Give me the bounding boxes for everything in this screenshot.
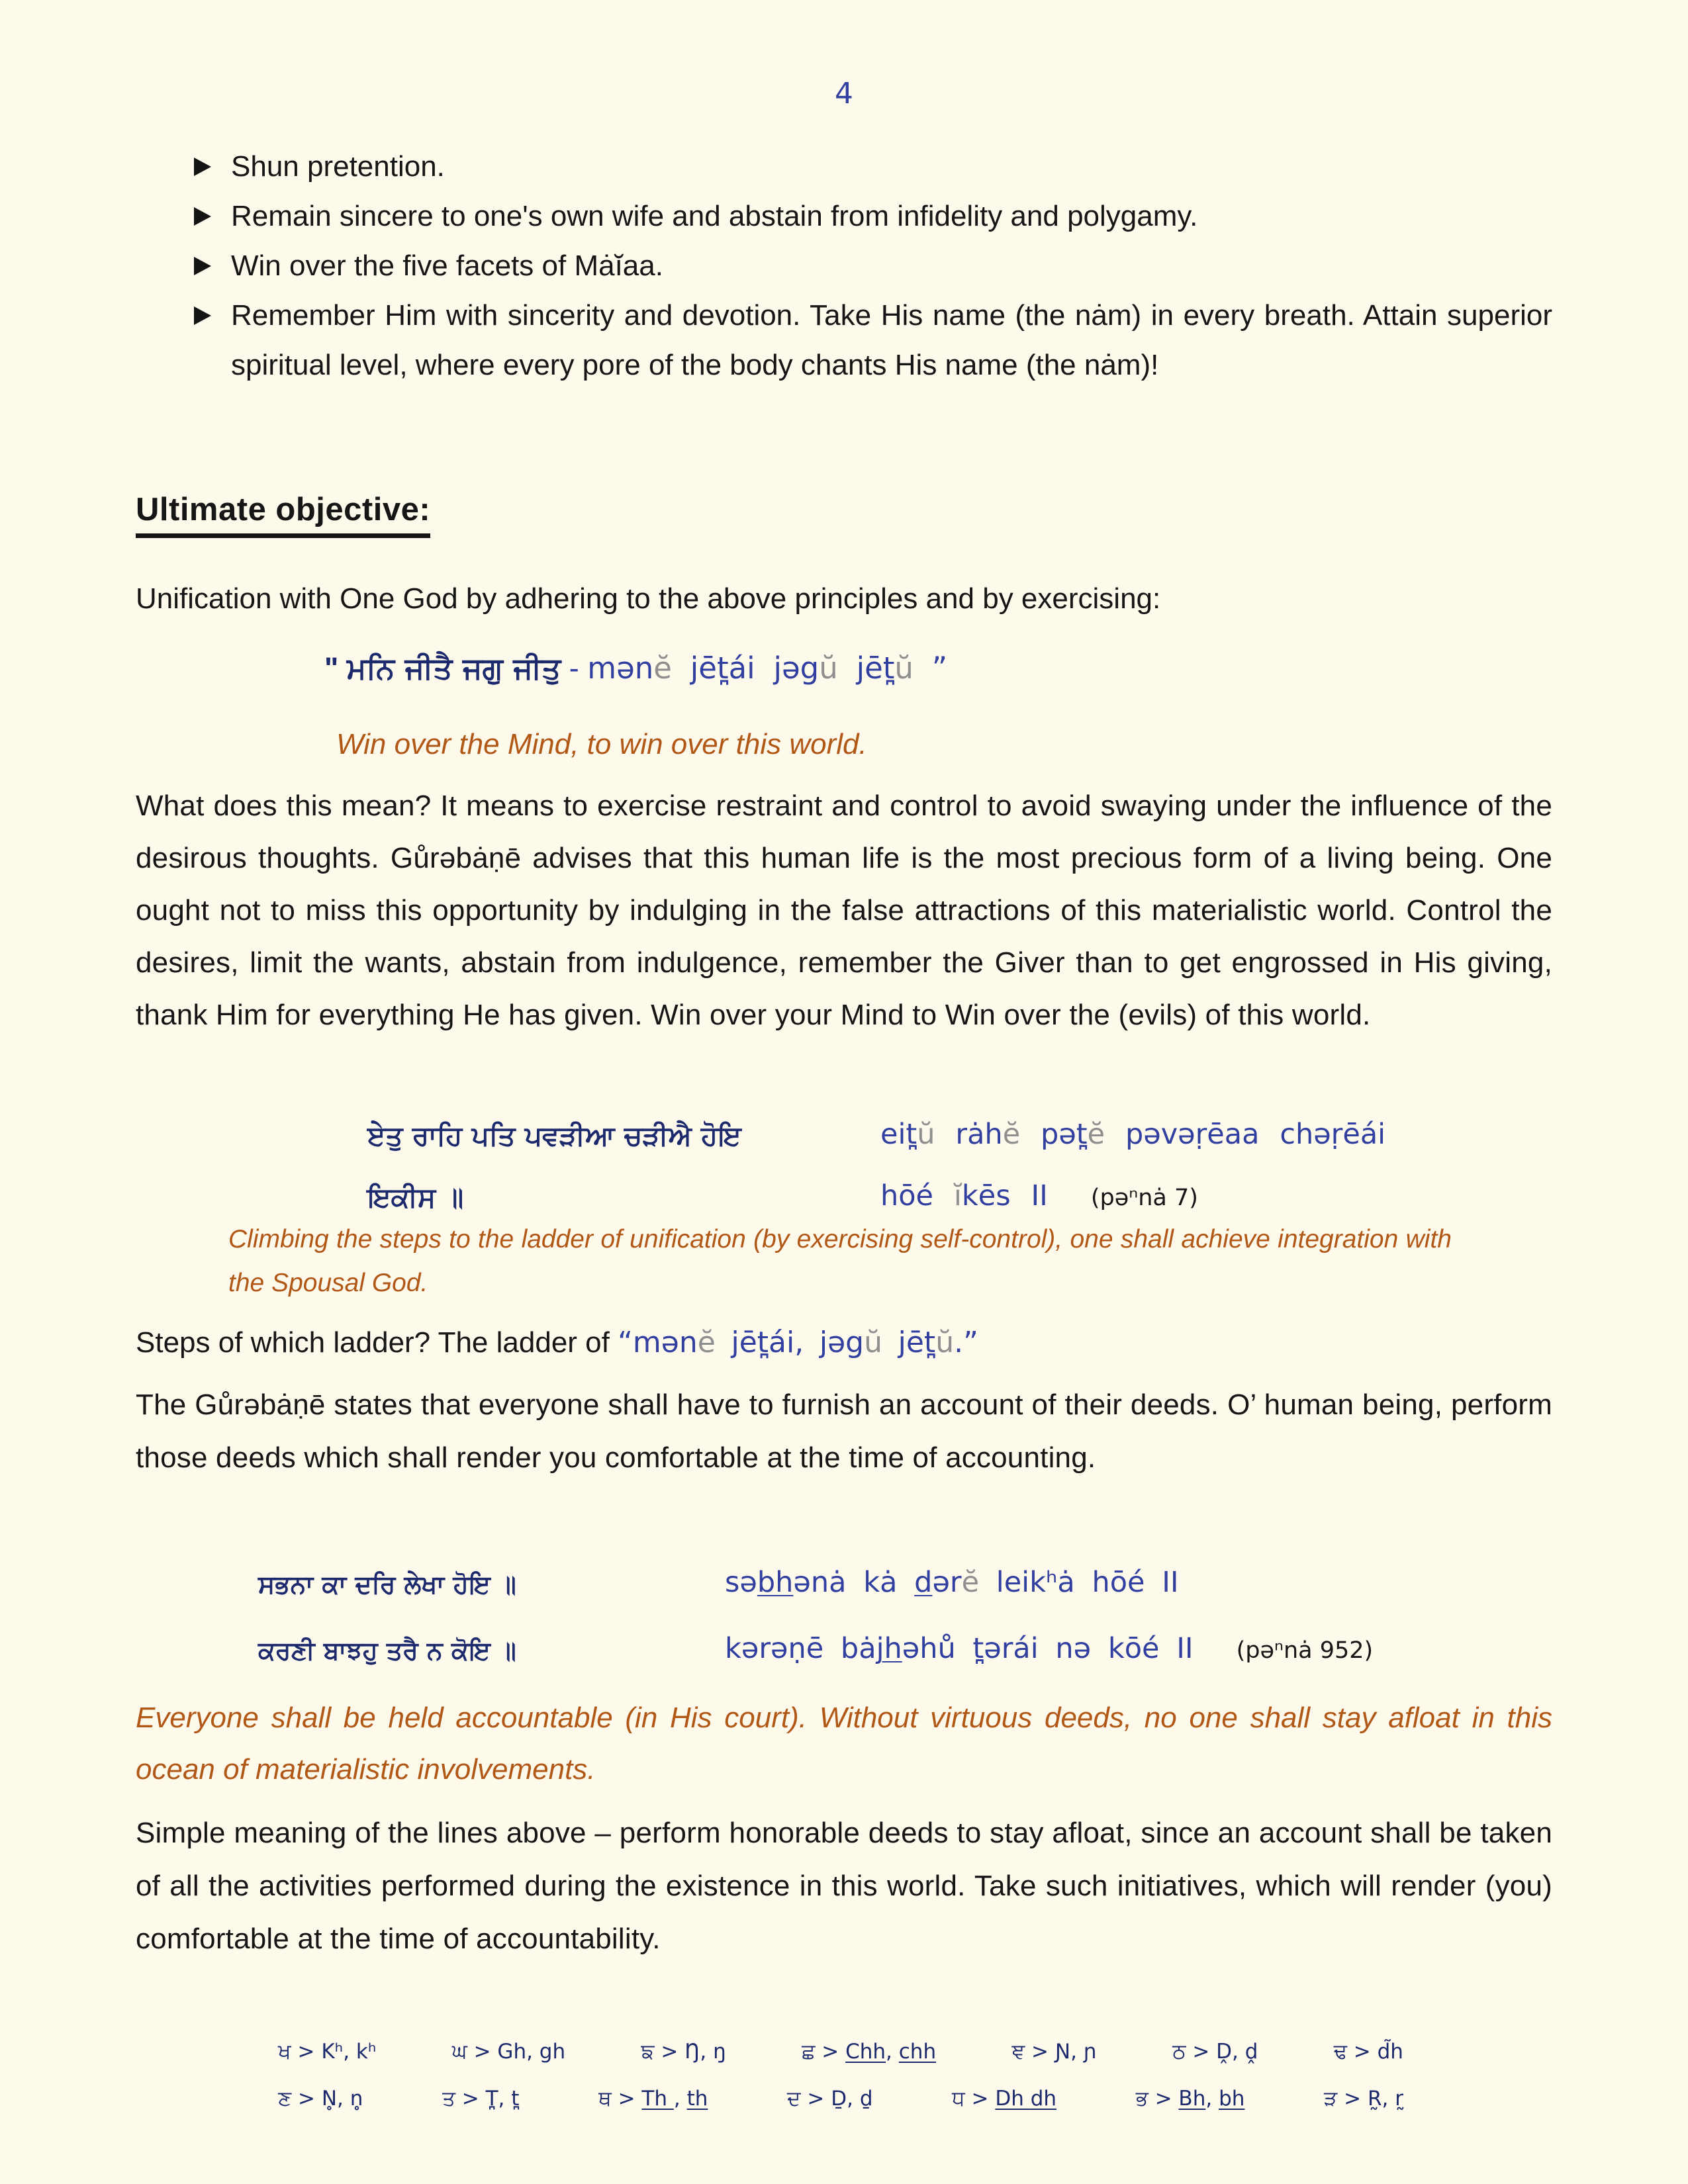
legend-cell: ਘ > Gh, gh [451, 2040, 566, 2064]
verse1-transliteration-line-2 [880, 1179, 1198, 1212]
bullet-item: Remember Him with sincerity and devotion. Take His name (the nȧm) in every breath. Attain superior spiritual level, where every pore of the body chants His name (the nȧm)! [190, 291, 1552, 390]
legend-cell: ਧ > Dh dh [952, 2087, 1057, 2111]
quote-transliteration: mənĕ jēt̪ái jəgŭ jēt̪ŭ ” [587, 651, 948, 686]
quote-gurmukhi-text: ਮਨਿ ਜੀਤੈ ਜਗੁ ਜੀਤੁ [346, 651, 561, 686]
verse1-transliteration-line-1: eit̪ŭ rȧhĕ pət̪ĕ pəvəṛēaa chəṛēái [880, 1118, 1386, 1151]
legend-cell: ਖ > Kʰ, kʰ [278, 2040, 377, 2064]
verse2-transliteration-text: kərəṇē bȧjhəhů t̪ərái nə kōé II [725, 1632, 1194, 1665]
verse2-translation: Everyone shall be held accountable (in His court). Without virtuous deeds, no one shall stay afloat in this ocean of materialistic involvements. [136, 1702, 1552, 1786]
steps-question-text: Steps of which ladder? The ladder of [136, 1326, 618, 1359]
verse1-gurmukhi-line-2: ਇਕੀਸ ॥ [367, 1181, 464, 1213]
legend-cell: ਞ > Ɲ, ɲ [1011, 2040, 1097, 2064]
verse1-citation: (pəⁿnȧ 7) [1090, 1185, 1198, 1211]
quote-translation: Win over the Mind, to win over this world. [336, 728, 867, 760]
section-heading: Ultimate objective: [136, 491, 430, 538]
verse1-gurmukhi-line-1: ਏਤੁ ਰਾਹਿ ਪਤਿ ਪਵੜੀਆ ਚੜੀਐ ਹੋਇ [367, 1120, 741, 1152]
legend-cell: ਣ > N̥, n̥ [278, 2087, 363, 2111]
legend-cell: ਙ > Ŋ, ŋ [641, 2040, 726, 2064]
verse2-citation: (pəⁿnȧ 952) [1236, 1637, 1374, 1664]
body-paragraph-1: What does this mean? It means to exercise restraint and control to avoid swaying under the influence of the desirous thoughts. Gůrəbȧṇē advises that this human life is the most precious form of a living being. One ought not to miss this opportunity by indulging in the false attractions of this materialistic world. Control the desires, limit the wants, abstain from indulgence, remember the Giver than to get engrossed in His giving, thank Him for everything He has given. Win over your Mind to Win over the (evils) of this world. [136, 790, 1552, 1031]
bullet-item: Remain sincere to one's own wife and abstain from infidelity and polygamy. [190, 191, 1552, 241]
legend-cell: ਦ > Ḏ, ḏ [787, 2087, 873, 2111]
body-paragraph-2: The Gůrəbȧṇē states that everyone shall have to furnish an account of their deeds. O’ human being, perform those deeds which shall render you comfortable at the time of accounting. [136, 1388, 1552, 1474]
legend-cell: ਛ > Chh, chh [802, 2040, 937, 2064]
legend-cell: ਭ > Bh, bh [1135, 2087, 1245, 2111]
gurmukhi-quote-line [324, 651, 947, 686]
bullet-item: Win over the five facets of Mȧĭaa. [190, 241, 1552, 291]
verse1-transliteration-text: hōé ĭkēs II [880, 1179, 1048, 1212]
bullet-list [190, 142, 1552, 390]
legend-cell: ਤ > T̪, t̪ [442, 2087, 520, 2111]
intro-paragraph: Unification with One God by adhering to the above principles and by exercising: [136, 582, 1161, 615]
steps-question-line [136, 1326, 978, 1359]
transliteration-legend [278, 2040, 1403, 2111]
legend-cell: ਠ > Ḓ, ḓ [1172, 2040, 1258, 2064]
page-number: 4 [835, 77, 853, 111]
verse2-gurmukhi-line-1: ਸਭਨਾ ਕਾ ਦਰਿ ਲੇਖਾ ਹੋਇ ॥ [258, 1570, 516, 1599]
quote-dash: - [561, 651, 588, 685]
legend-cell: ਥ > Th , th [598, 2087, 708, 2111]
legend-row-1 [278, 2040, 1403, 2064]
legend-row-2 [278, 2087, 1403, 2111]
bullet-item: Shun pretention. [190, 142, 1552, 191]
quote-open-mark: " [324, 651, 347, 685]
verse1-translation: Climbing the steps to the ladder of unification (by exercising self-control), one shall achieve integration with the Spousal God. [228, 1225, 1452, 1297]
verse2-transliteration-line-2 [725, 1632, 1373, 1665]
body-paragraph-3: Simple meaning of the lines above – perform honorable deeds to stay afloat, since an account shall be taken of all the activities performed during the existence in this world. Take such initiatives, which will render (you) comfortable at the time of accountability. [136, 1817, 1552, 1955]
legend-cell: ਢ > d̃h [1333, 2040, 1403, 2064]
verse2-gurmukhi-line-2: ਕਰਣੀ ਬਾਝਹੁ ਤਰੈ ਨ ਕੋਇ ॥ [258, 1636, 516, 1665]
verse2-transliteration-line-1: səbhənȧ kȧ dərĕ leikʰȧ hōé II [725, 1566, 1179, 1599]
legend-cell: ੜ > R̰, r̰ [1324, 2087, 1403, 2111]
steps-quote-transliteration: “mənĕ jēt̪ái, jəgŭ jēt̪ŭ.” [618, 1326, 978, 1359]
